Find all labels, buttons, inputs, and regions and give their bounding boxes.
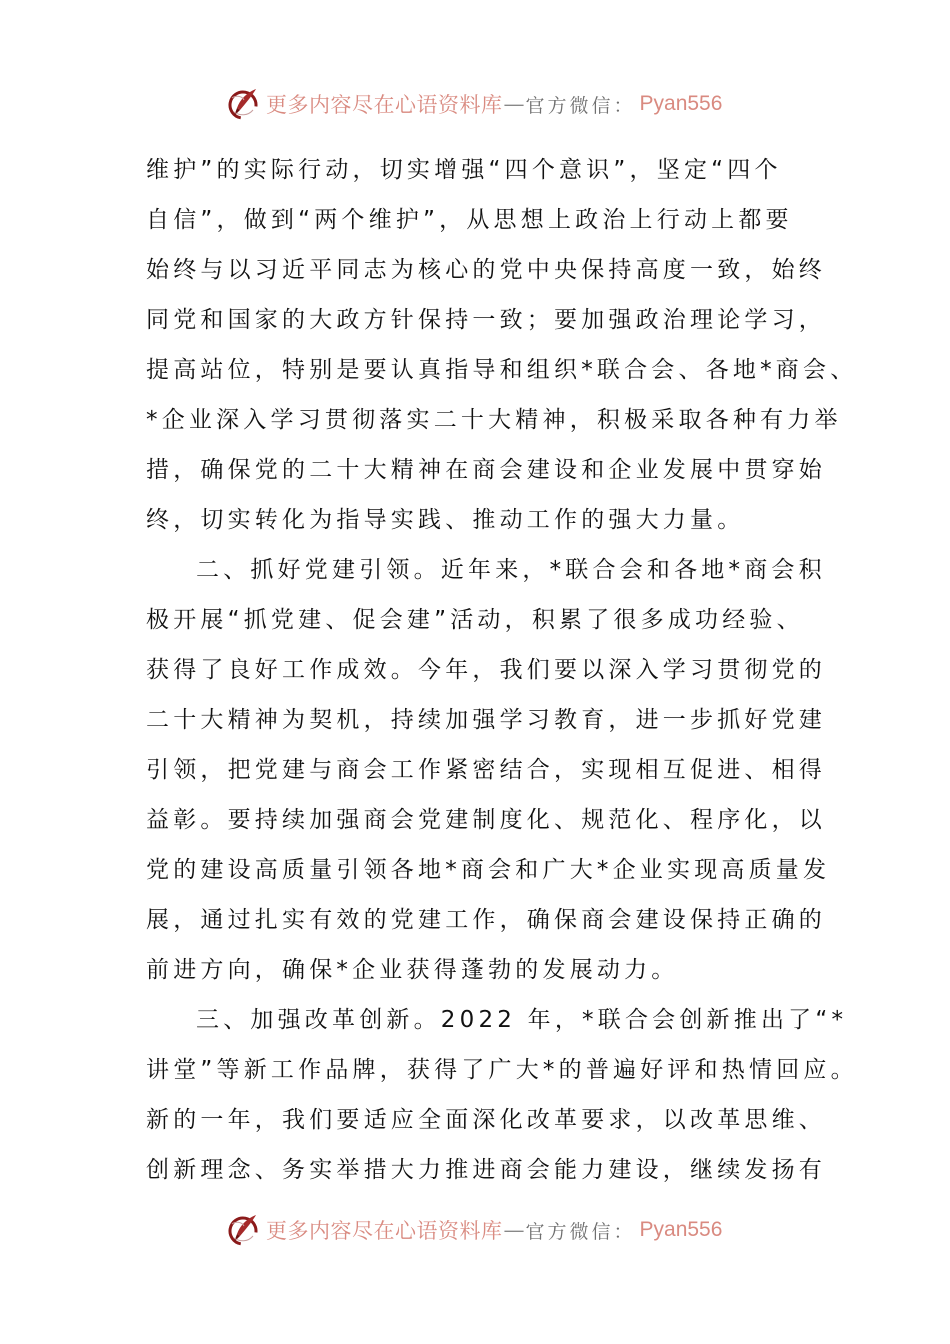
text-line: 措，确保党的二十大精神在商会建设和企业发展中贯穿始	[146, 457, 826, 483]
footer-watermark-banner	[226, 1210, 726, 1250]
document-body	[146, 145, 858, 1195]
text-line: 二十大精神为契机，持续加强学习教育，进一步抓好党建	[146, 707, 826, 733]
text-line: 展，通过扎实有效的党建工作，确保商会建设保持正确的	[146, 907, 826, 933]
text-line: 提高站位，特别是要认真指导和组织*联合会、各地*商会、	[146, 357, 858, 383]
header-watermark-banner	[226, 84, 726, 124]
text-line: 同党和国家的大政方针保持一致；要加强政治理论学习，	[146, 307, 826, 333]
text-line: 获得了良好工作成效。今年，我们要以深入学习贯彻党的	[146, 657, 826, 683]
banner-site-name: 更多内容尽在心语资料库	[266, 93, 503, 117]
text-line: 讲堂”等新工作品牌，获得了广大*的普遍好评和热情回应。	[146, 1057, 858, 1083]
text-line: 极开展“抓党建、促会建”活动，积累了很多成功经验、	[146, 607, 804, 633]
text-line: *企业深入学习贯彻落实二十大精神，积极采取各种有力举	[146, 407, 842, 433]
text-line: 创新理念、务实举措大力推进商会能力建设，继续发扬有	[146, 1157, 826, 1183]
banner-wechat-id: Pyan556	[639, 92, 723, 115]
quill-pen-logo-icon	[226, 1212, 262, 1248]
banner-wechat-label: 官方微信：	[525, 94, 636, 117]
banner-dash: —	[503, 1218, 525, 1242]
banner-dash: —	[503, 92, 525, 116]
text-line: 益彰。要持续加强商会党建制度化、规范化、程序化，以	[146, 807, 826, 833]
banner-wechat-label: 官方微信：	[525, 1220, 636, 1243]
banner-site-name: 更多内容尽在心语资料库	[266, 1219, 503, 1243]
text-line: 前进方向，确保*企业获得蓬勃的发展动力。	[146, 957, 679, 983]
section-heading-line: 三、加强改革创新。2022 年，*联合会创新推出了“*	[196, 1007, 848, 1033]
quill-pen-logo-icon	[226, 86, 262, 122]
section-heading-line: 二、抓好党建引领。近年来，*联合会和各地*商会积	[196, 557, 826, 583]
text-line: 维护”的实际行动，切实增强“四个意识”，坚定“四个	[146, 157, 782, 183]
text-line: 终，切实转化为指导实践、推动工作的强大力量。	[146, 507, 745, 533]
text-line: 引领，把党建与商会工作紧密结合，实现相互促进、相得	[146, 757, 826, 783]
text-line: 新的一年，我们要适应全面深化改革要求，以改革思维、	[146, 1107, 826, 1133]
text-line: 自信”，做到“两个维护”，从思想上政治上行动上都要	[146, 207, 793, 233]
text-line: 党的建设高质量引领各地*商会和广大*企业实现高质量发	[146, 857, 831, 883]
text-line: 始终与以习近平同志为核心的党中央保持高度一致，始终	[146, 257, 826, 283]
banner-wechat-id: Pyan556	[639, 1218, 723, 1241]
